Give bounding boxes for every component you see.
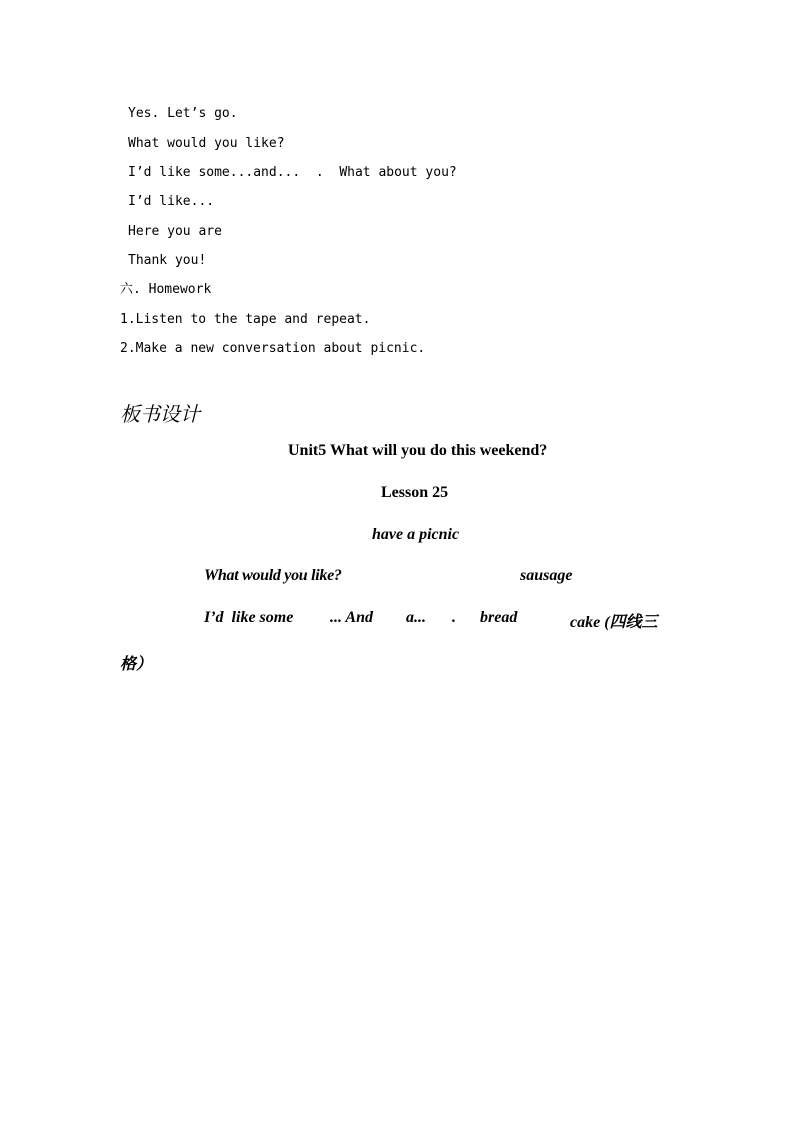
board-word-cake-cont: 格）: [120, 656, 153, 673]
dialogue-line-3: I’d like some...and... . What about you?: [128, 165, 457, 180]
dialogue-line-6: Thank you!: [128, 253, 207, 268]
topic-title: have a picnic: [372, 526, 460, 543]
dialogue-line-5: Here you are: [128, 224, 222, 239]
unit-title: Unit5 What will you do this weekend?: [288, 442, 548, 459]
lesson-title: Lesson 25: [381, 484, 449, 501]
homework-heading: 六. Homework: [120, 282, 212, 297]
dialogue-line-2: What would you like?: [128, 136, 285, 151]
dialogue-line-1: Yes. Let’s go.: [128, 106, 238, 121]
board-answer-and: ... And: [330, 609, 373, 626]
homework-item-1: 1.Listen to the tape and repeat.: [120, 312, 371, 327]
board-question: What would you like?: [204, 567, 342, 584]
board-word-cake: cake (四线三: [570, 614, 658, 631]
dialogue-line-4: I’d like...: [128, 194, 215, 209]
board-word-bread: bread: [480, 609, 518, 626]
board-word-sausage: sausage: [520, 567, 573, 584]
board-answer: I’d like some: [204, 609, 294, 626]
board-heading: 板书设计: [120, 402, 200, 426]
board-answer-a: a...: [406, 609, 426, 626]
homework-item-2: 2.Make a new conversation about picnic.: [120, 341, 426, 356]
board-answer-dot: .: [452, 609, 456, 626]
